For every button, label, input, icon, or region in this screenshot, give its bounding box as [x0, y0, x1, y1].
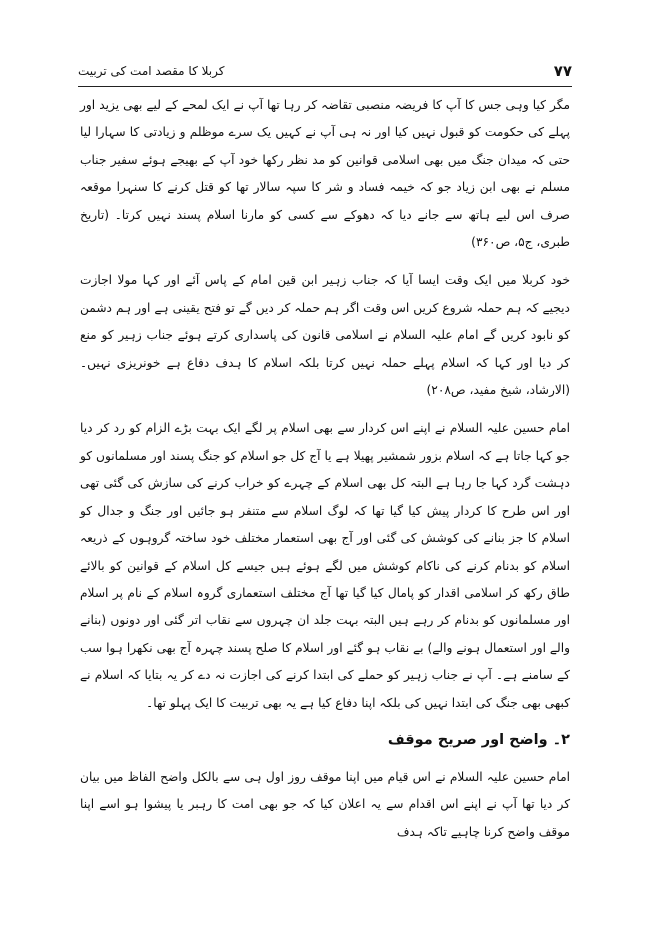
page-body	[80, 92, 570, 857]
paragraph-3: امام حسین علیہ السلام نے اپنے اس کردار سے بھی اسلام پر لگے ایک بہت بڑے الزام کو رد کر دیا جو کہا جاتا ہے کہ اسلام بزور شمشیر پھیلا ہے یا آج کل جو اسلام کو جنگ پسند اور مسلمانوں کو دہشت گرد کہا جا رہا ہے البتہ کل بھی اسلام کے چہرے کو خراب کرنے کی سازش کی گئی تھی اور اس طرح کا کردار پیش کیا گیا تھا کہ لوگ اسلام سے متنفر ہو جائیں اور جنگ و جدال کو اسلام کا جز بنانے کی کوشش کی گئی اور آج بھی استعمار مختلف خود ساختہ گروہوں کے ذریعہ اسلام کو بدنام کرنے کی ناکام کوشش میں لگے ہوئے ہیں جیسے کل اسلام کے قوانین کو بالائے طاق رکھ کر اسلامی اقدار کو پامال کیا گیا تھا آج مختلف استعماری گروہ اسلام کے نام پر اسلام اور مسلمانوں کو بدنام کر رہے ہیں البتہ بہت جلد ان چہروں سے نقاب اتر گئی اور دونوں (بنانے والے اور استعمال ہونے والے) بے نقاب ہو گئے اور اسلام کا صلح پسند چہرہ آج بھی نکھرا ہوا سب کے سامنے ہے۔ آپ نے جناب زہیر کو حملے کی ابتدا کرنے کی اجازت نہ دے کر یہ بتایا کہ اسلام نے کبھی بھی جنگ کی ابتدا نہیں کی بلکہ اپنا دفاع کیا ہے یہ بھی تربیت کا ایک پہلو تھا۔	[80, 421, 570, 710]
section-heading: ۲۔ واضح اور صریح موقف	[387, 731, 570, 748]
page-number: ۷۷	[553, 62, 572, 80]
page-header	[78, 62, 572, 82]
paragraph-4: امام حسین علیہ السلام نے اس قیام میں اپنا موقف روز اول ہی سے بالکل واضح الفاظ میں بیان کر دیا تھا آپ نے اپنے اس اقدام سے یہ اعلان کیا کہ جو بھی امت کا رہبر یا پیشوا ہو اسے اپنا موقف واضح کرنا چاہیے تاکہ ہدف	[80, 769, 570, 839]
paragraph-1: مگر کیا وہی جس کا آپ کا فریضہ منصبی تقاضہ کر رہا تھا آپ نے ایک لمحے کے لیے بھی یزید اور پہلے کی حکومت کو قبول نہیں کیا اور نہ ہی آپ نے کہیں یک سرے موظلم و زیادتی کا سہارا لیا حتی کہ میدان جنگ میں بھی اسلامی قوانین کو مد نظر رکھا خود آپ کے بھیجے ہوئے سفیر جناب مسلم نے بھی ابن زیاد جو کہ خیمہ فساد و شر کا سپہ سالار تھا کو قتل کرنے کا سنہرا موقعہ صرف اس لیے ہاتھ سے جانے دیا کہ دھوکے سے کسی کو مارنا اسلام پسند نہیں کرتا۔ (تاریخ طبری، ج۵، ص۳۶۰)	[80, 98, 570, 250]
running-title: کربلا کا مقصد امت کی تربیت	[78, 64, 225, 78]
header-divider	[78, 86, 572, 87]
paragraph-2: خود کربلا میں ایک وقت ایسا آیا کہ جناب زہیر ابن قین امام کے پاس آئے اور کہا مولا اجازت دیجیے کہ ہم حملہ شروع کریں اس وقت اگر ہم حملہ کر دیں گے تو فتح یقینی ہے اور ہم دشمن کو نابود کریں گے امام علیہ السلام نے اسلامی قانون کی پاسداری کرتے ہوئے جناب زہیر کو منع کر دیا اور کہا کہ اسلام پہلے حملہ نہیں کرتا بلکہ اسلام کا ہدف دفاع ہے خونریزی نہیں۔ (الارشاد، شیخ مفید، ص۲۰۸)	[80, 273, 570, 398]
